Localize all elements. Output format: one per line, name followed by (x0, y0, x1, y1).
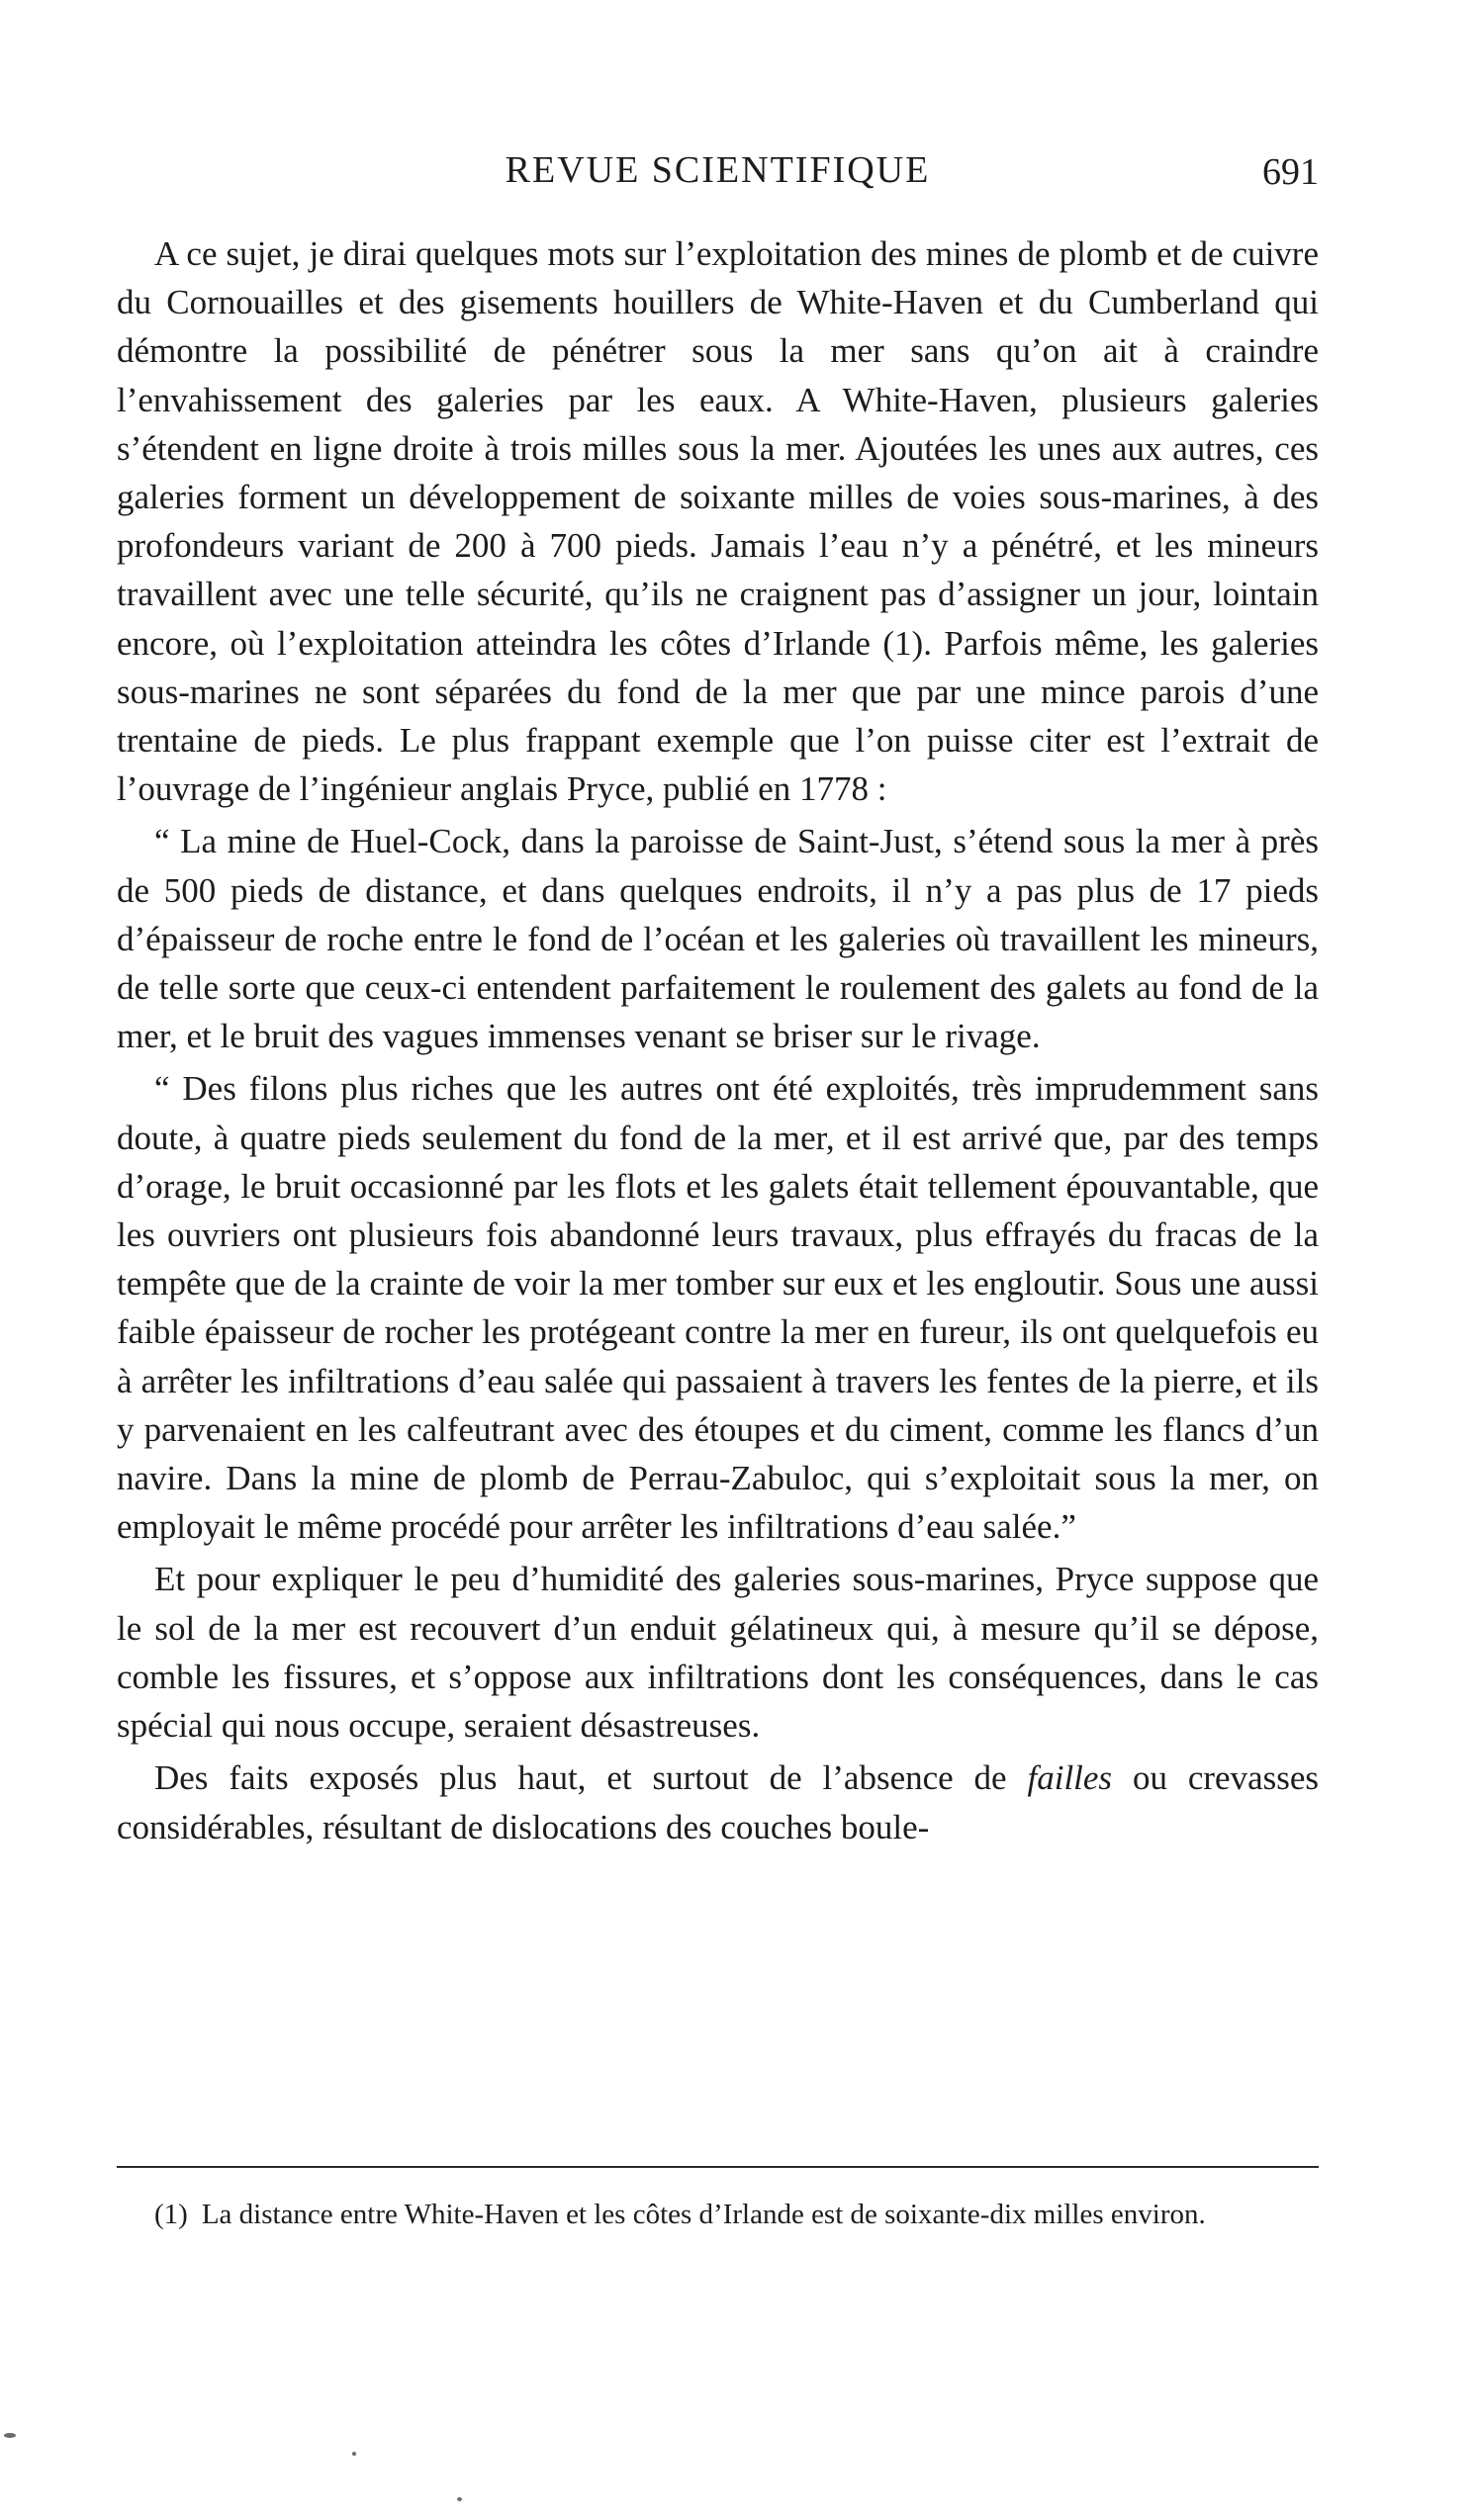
paragraph-5-italic-term: failles (1027, 1758, 1113, 1798)
page-number: 691 (1262, 151, 1319, 193)
running-head (117, 148, 1319, 208)
paragraph-5 (117, 1754, 1319, 1850)
scan-speck (352, 2452, 356, 2456)
footnote-text: La distance entre White-Haven et les côtes d’Irlande est de soixante-dix milles environ. (201, 2199, 1206, 2230)
paragraph-2-quotation: “ La mine de Huel-Cock, dans la paroisse de Saint-Just, s’étend sous la mer à près de 500 pieds de distance, et dans quelques endroits, il n’y a pas plus de 17 pieds d’épaisseur de roche entre le fond de l’océan et les galeries où travaillent les mineurs, de telle sorte que ceux-ci entendent parfaitement le roulement des galets au fond de la mer, et le bruit des vagues immenses venant se briser sur le rivage. (117, 822, 1319, 1056)
body-text (117, 229, 1319, 1855)
scan-speck (4, 2433, 16, 2438)
footnote-paragraph (117, 2194, 1319, 2236)
paragraph-1: A ce sujet, je dirai quelques mots sur l’exploitation des mines de plomb et de cuivre du Cornouailles et des gisements houillers de White-Haven et du Cumberland qui démontre la possibilité de pénétrer sous la mer sans qu’on ait à craindre l’envahissement des galeries par les eaux. A White-Haven, plusieurs galeries s’étendent en ligne droite à trois milles sous la mer. Ajoutées les unes aux autres, ces galeries forment un développement de soixante milles de voies sous-marines, à des profondeurs variant de 200 à 700 pieds. Jamais l’eau n’y a pénétré, et les mineurs travaillent avec une telle sécurité, qu’ils ne craignent pas d’assigner un jour, lointain encore, où l’exploitation atteindra les côtes d’Irlande (1). Parfois même, les galeries sous-marines ne sont séparées du fond de la mer que par une mince parois d’une trentaine de pieds. Le plus frappant exemple que l’on puisse citer est l’extrait de l’ouvrage de l’ingénieur anglais Pryce, publié en 1778 : (117, 234, 1319, 809)
footnote-marker: (1) (154, 2199, 188, 2230)
paragraph-3-quotation: “ Des filons plus riches que les autres ont été exploités, très imprudemment sans doute, à quatre pieds seulement du fond de la mer, et il est arrivé que, par des temps d’orage, le bruit occasionné par les flots et les galets était tellement épouvantable, que les ouvriers ont plusieurs fois abandonné leurs travaux, plus effrayés du fracas de la tempête que de la crainte de voir la mer tomber sur eux et les engloutir. Sous une aussi faible épaisseur de rocher les protégeant contre la mer en fureur, ils ont quelquefois eu à arrêter les infiltrations d’eau salée qui passaient à travers les fentes de la pierre, et ils y parvenaient en les calfeutrant avec des étoupes et du ciment, comme les flancs d’un navire. Dans la mine de plomb de Perrau-Zabuloc, qui s’exploitait sous la mer, on employait le même procédé pour arrêter les infiltrations d’eau salée.” (117, 1069, 1319, 1547)
footnote-separator (117, 2166, 1319, 2168)
scan-speck (457, 2497, 462, 2501)
paragraph-5-text-end: ou crevasses considérables, résultant de dislocations des couches boule- (117, 1758, 1320, 1846)
footnote (117, 2194, 1319, 2236)
running-title: REVUE SCIENTIFIQUE (505, 149, 931, 191)
paragraph-5-text-start: Des faits exposés plus haut, et surtout de l’absence de (154, 1758, 1028, 1798)
paragraph-4: Et pour expliquer le peu d’humidité des galeries sous-marines, Pryce suppose que le sol de la mer est recouvert d’un enduit gélatineux qui, à mesure qu’il se dépose, comble les fissures, et s’oppose aux infiltrations dont les conséquences, dans le cas spécial qui nous occupe, seraient désastreuses. (117, 1560, 1319, 1746)
